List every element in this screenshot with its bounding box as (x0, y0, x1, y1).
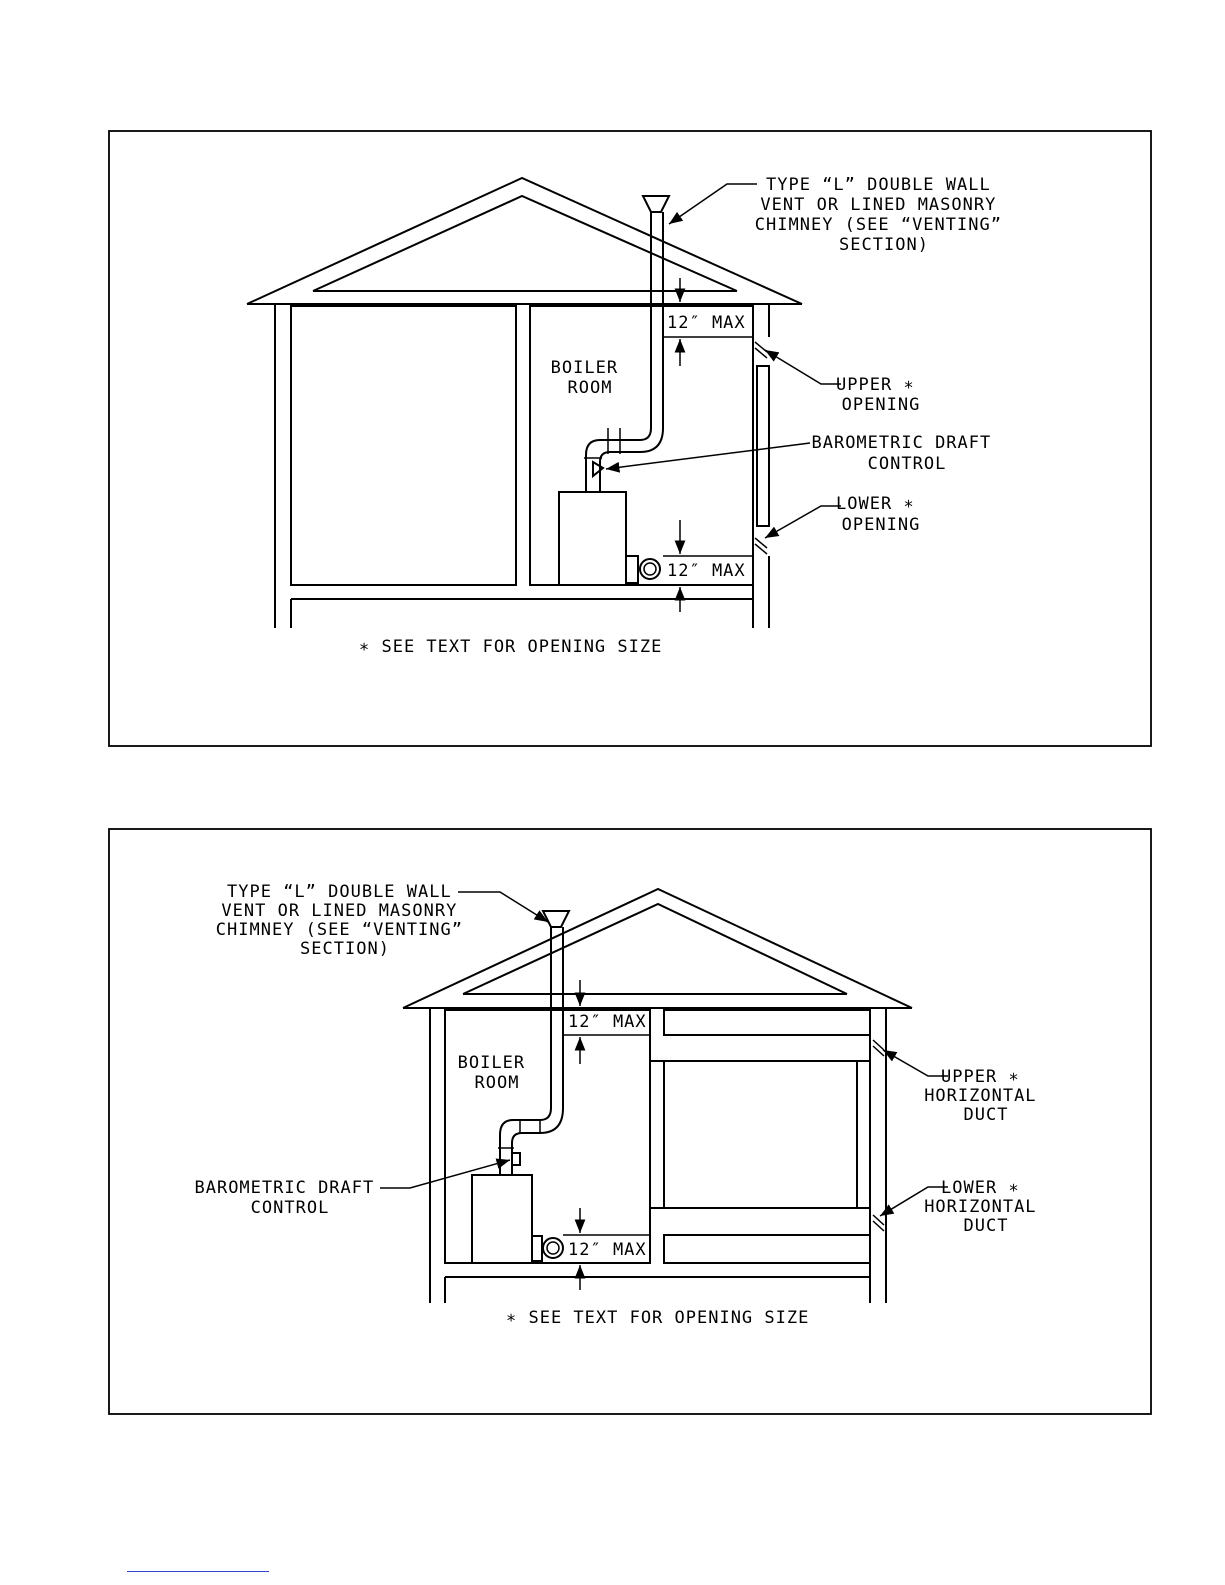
dimension-upper-label-2: 12″ MAX (568, 1012, 647, 1032)
room-label-2: BOILER ROOM (457, 1053, 526, 1093)
house-1-roof (247, 178, 802, 304)
upper-duct-marks (873, 1040, 884, 1056)
vent-leader-2 (458, 892, 548, 922)
footer-rule (127, 1571, 269, 1572)
draft-control-label-2: BAROMETRIC DRAFT CONTROL (194, 1178, 375, 1218)
boiler-1 (559, 492, 660, 585)
house-2-roof (403, 889, 912, 1008)
draft-control-label-1: BAROMETRIC DRAFT CONTROL (811, 433, 992, 474)
upper-duct-label-2: UPPER ∗ HORIZONTAL DUCT (924, 1067, 1037, 1125)
diagram-1 (109, 131, 1151, 746)
vent-pipe-1 (584, 196, 669, 492)
lower-duct-label-2: LOWER ∗ HORIZONTAL DUCT (924, 1178, 1037, 1236)
upper-opening-leader-1 (765, 350, 841, 384)
upper-duct-leader-2 (883, 1050, 948, 1076)
lower-opening-marks (755, 538, 767, 554)
boiler-2 (472, 1175, 563, 1263)
dimension-lower-label-1: 12″ MAX (667, 561, 746, 581)
vent-label-2: TYPE “L” DOUBLE WALL VENT OR LINED MASONRY CHIMNEY (SEE “VENTING” SECTION) (215, 882, 463, 959)
vent-leader-1 (669, 184, 757, 224)
lower-opening-leader-1 (765, 506, 841, 538)
upper-opening-label-1: UPPER ∗ OPENING (836, 375, 921, 415)
room-label-1: BOILER ROOM (550, 358, 619, 398)
footnote-2: ∗ SEE TEXT FOR OPENING SIZE (506, 1308, 810, 1328)
footnote-1: ∗ SEE TEXT FOR OPENING SIZE (359, 637, 663, 657)
dimension-upper-label-1: 12″ MAX (667, 313, 746, 333)
dimension-upper-2 (563, 980, 650, 1064)
lower-opening-label-1: LOWER ∗ OPENING (836, 494, 921, 535)
vent-label-1: TYPE “L” DOUBLE WALL VENT OR LINED MASONRY CHIMNEY (SEE “VENTING” SECTION) (754, 175, 1002, 255)
diagram-2 (109, 829, 1151, 1414)
lower-duct-marks (873, 1215, 884, 1231)
draft-leader-1 (606, 443, 810, 469)
dimension-lower-label-2: 12″ MAX (568, 1240, 647, 1260)
